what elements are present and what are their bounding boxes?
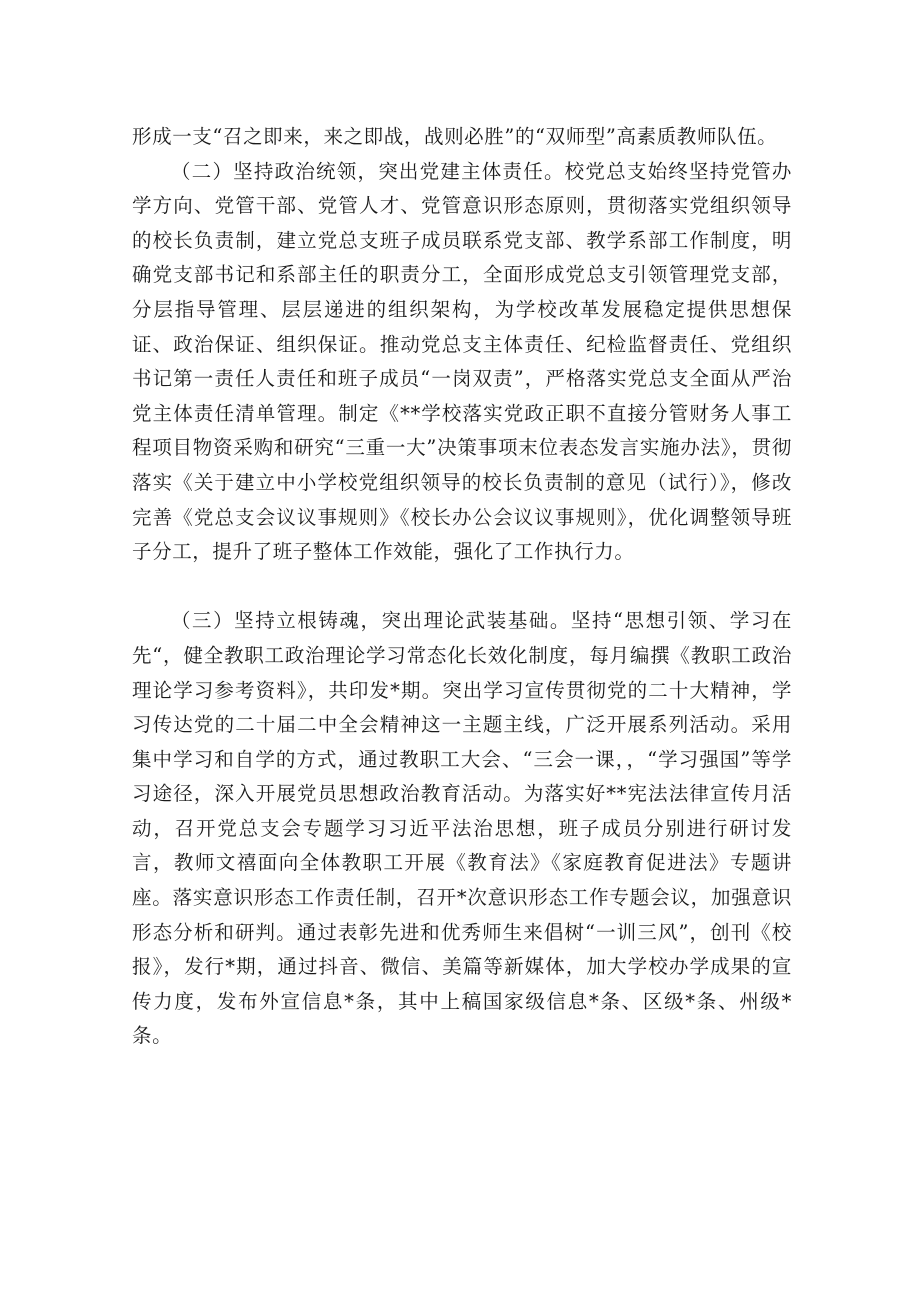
paragraph-section-two: （二）坚持政治统领，突出党建主体责任。校党总支始终坚持党管办学方向、党管干部、党管人才、党管意识形态原则，贯彻落实党组织领导的校长负责制，建立党总支班子成员联系党支部、教学系部工作制度，明确党支部书记和系部主任的职责分工，全面形成党总支引领管理党支部，分层指导管理、层层递进的组织架构，为学校改革发展稳定提供思想保证、政治保证、组织保证。推动党总支主体责任、纪检监督责任、党组织书记第一责任人责任和班子成员“一岗双责”，严格落实党总支全面从严治党主体责任清单管理。制定《**学校落实党政正职不直接分管财务人事工程项目物资采购和研究“三重一大”决策事项末位表态发言实施办法》，贯彻落实《关于建立中小学校党组织领导的校长负责制的意见（试行）》，修改完善《党总支会议议事规则》《校长办公会议议事规则》，优化调整领导班子分工，提升了班子整体工作效能，强化了工作执行力。 xyxy=(132,159,792,564)
paragraph-gap xyxy=(132,570,792,605)
paragraph-continuation: 形成一支“召之即来，来之即战，战则必胜”的“双师型”高素质教师队伍。 xyxy=(132,125,778,148)
paragraph-section-three: （三）坚持立根铸魂，突出理论武装基础。坚持“思想引领、学习在先“，健全教职工政治理论学习常态化长效化制度，每月编撰《教职工政治理论学习参考资料》，共印发*期。突出学习宣传贯彻党的二十大精神，学习传达党的二十届二中全会精神这一主题主线，广泛开展系列活动。采用集中学习和自学的方式，通过教职工大会、“三会一课，，“学习强国”等学习途径，深入开展党员思想政治教育活动。为落实好**宪法法律宣传月活动，召开党总支会专题学习习近平法治思想，班子成员分别进行研讨发言，教师文禧面向全体教职工开展《教育法》《家庭教育促进法》专题讲座。落实意识形态工作责任制，召开*次意识形态工作专题会议，加强意识形态分析和研判。通过表彰先进和优秀师生来倡树“一训三风”，创刊《校报》，发行*期，通过抖音、微信、美篇等新媒体，加大学校办学成果的宣传力度，发布外宣信息*条，其中上稿国家级信息*条、区级*条、州级*条。 xyxy=(132,609,792,1048)
document-body xyxy=(132,120,792,1054)
